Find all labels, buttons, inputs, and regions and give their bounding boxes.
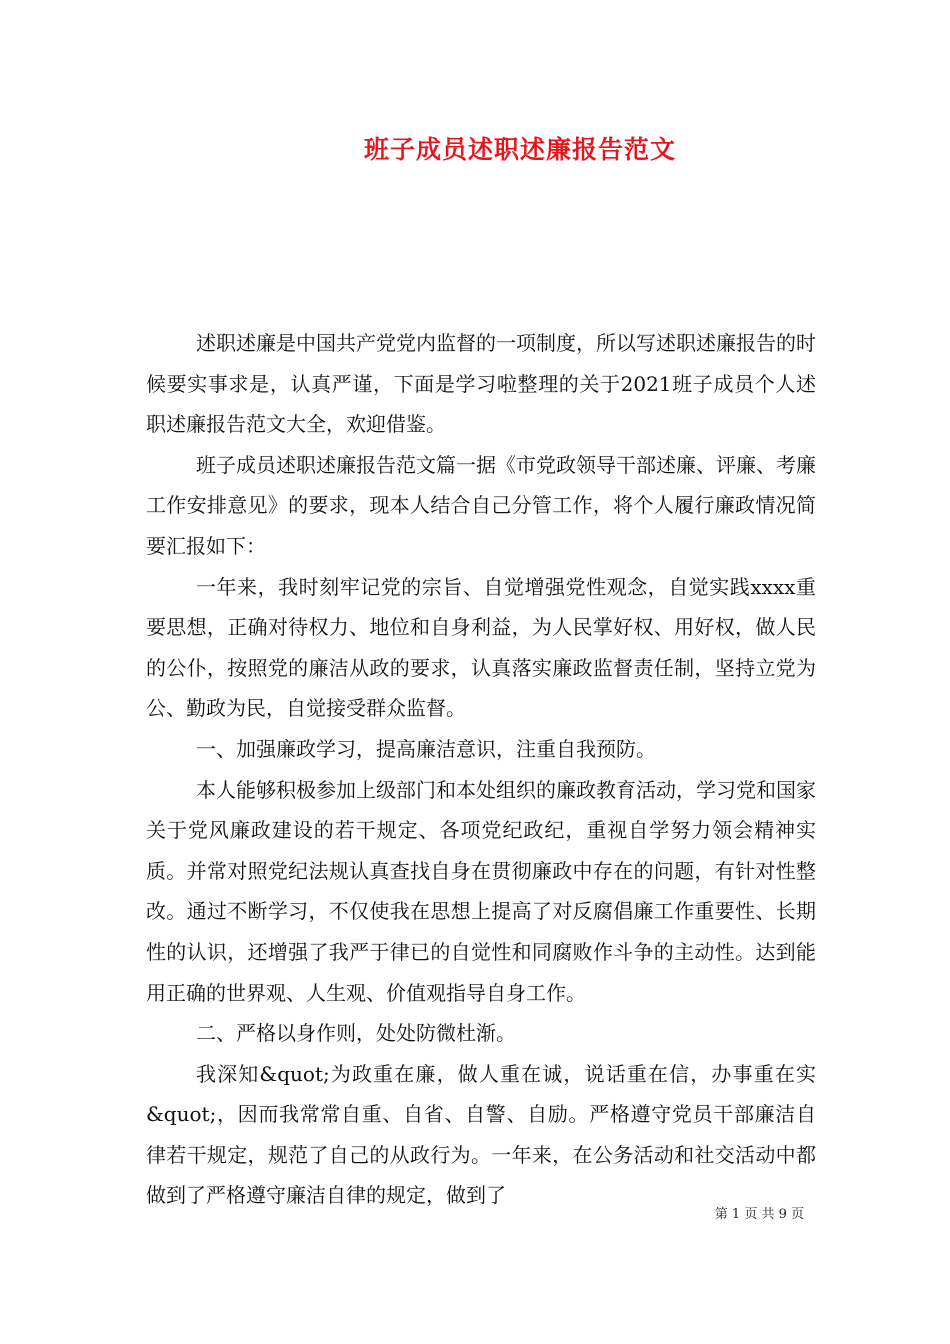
section-heading-one: 一、加强廉政学习，提高廉洁意识，注重自我预防。	[196, 736, 656, 761]
paragraph-self-discipline: 我深知&quot;为政重在廉，做人重在诚，说话重在信，办事重在实&quot;，因而我常常自重、自省、自警、自励。严格遵守党员干部廉洁自律若干规定，规范了自己的从政行为。一年来，在公务活动和社交活动中都做到了严格遵守廉洁自律的规定，做到了	[146, 1061, 816, 1208]
paragraph-article-one: 班子成员述职述廉报告范文篇一据《市党政领导干部述廉、评廉、考廉工作安排意见》的要求，现本人结合自己分管工作，将个人履行廉政情况简要汇报如下：	[146, 452, 816, 558]
paragraph-year-review: 一年来，我时刻牢记党的宗旨、自觉增强党性观念，自觉实践xxxx重要思想，正确对待权力、地位和自身利益，为人民掌好权、用好权，做人民的公仆，按照党的廉洁从政的要求，认真落实廉政监督责任制，坚持立党为公、勤政为民，自觉接受群众监督。	[146, 574, 816, 721]
document-body	[146, 323, 816, 1216]
document-title: 班子成员述职述廉报告范文	[363, 135, 676, 164]
paragraph-intro: 述职述廉是中国共产党党内监督的一项制度，所以写述职述廉报告的时候要实事求是，认真严谨，下面是学习啦整理的关于2021班子成员个人述职述廉报告范文大全，欢迎借鉴。	[146, 331, 816, 437]
page-number: 第 1 页 共 9 页	[714, 1207, 804, 1222]
section-heading-two: 二、严格以身作则，处处防微杜渐。	[196, 1021, 516, 1046]
paragraph-study: 本人能够积极参加上级部门和本处组织的廉政教育活动，学习党和国家关于党风廉政建设的若干规定、各项党纪政纪，重视自学努力领会精神实质。并常对照党纪法规认真查找自身在贯彻廉政中存在的问题，有针对性整改。通过不断学习，不仅使我在思想上提高了对反腐倡廉工作重要性、长期性的认识，还增强了我严于律已的自觉性和同腐败作斗争的主动性。达到能用正确的世界观、人生观、价值观指导自身工作。	[146, 777, 816, 1005]
